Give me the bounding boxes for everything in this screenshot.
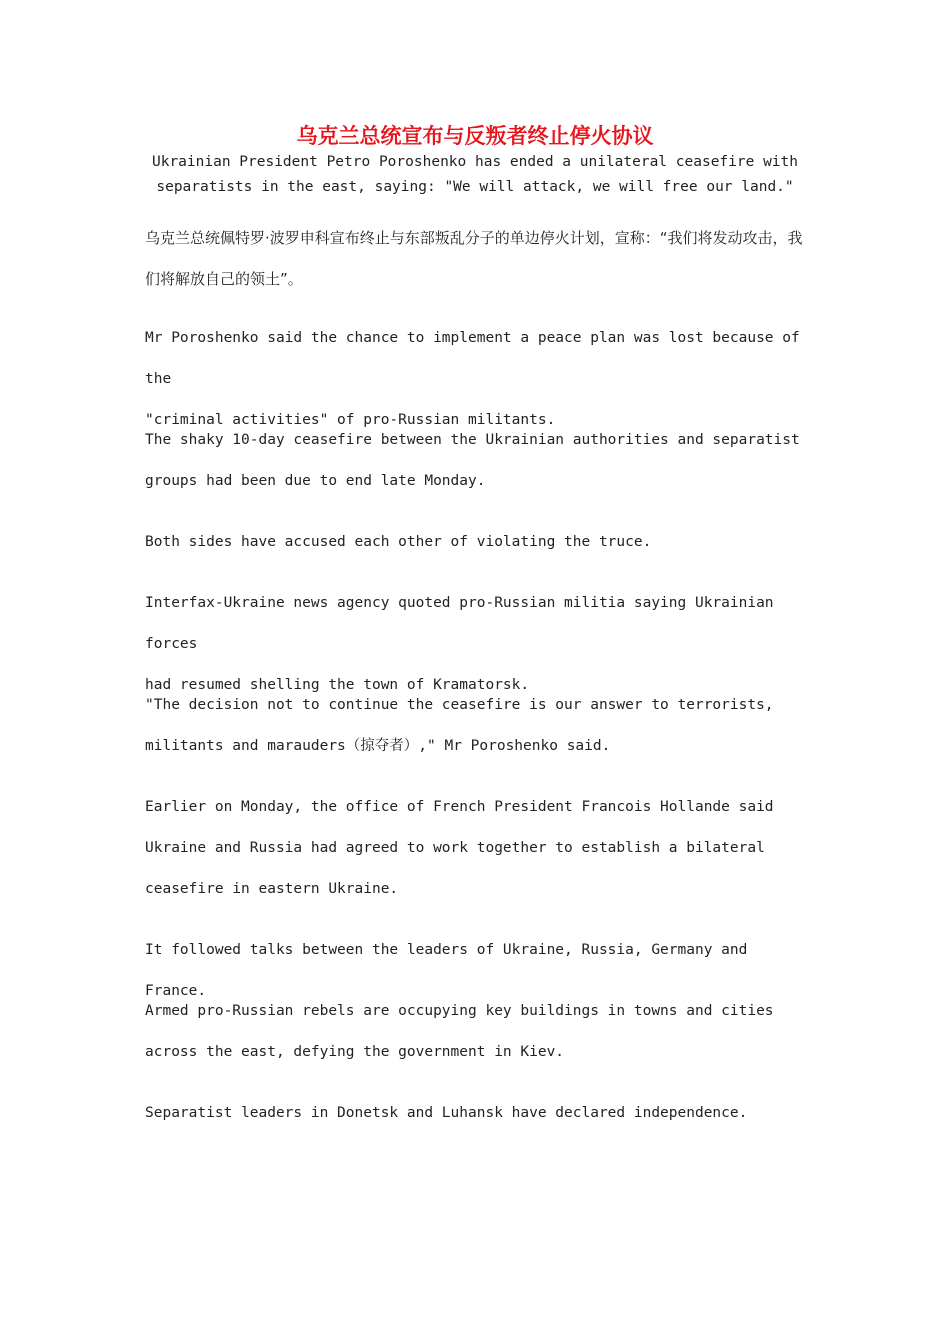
paragraph-3: Both sides have accused each other of violating the truce. bbox=[145, 534, 652, 550]
paragraph-4: Interfax-Ukraine news agency quoted pro-Russian militia saying Ukrainian forces had resumed shelling the town of Kramatorsk. bbox=[145, 595, 774, 693]
chinese-summary: 乌克兰总统佩特罗·波罗申科宣布终止与东部叛乱分子的单边停火计划，宣称：“我们将发动攻击，我们将解放自己的领土”。 bbox=[145, 229, 803, 288]
paragraph-6: Earlier on Monday, the office of French President Francois Hollande said Ukraine and Russia had agreed to work together to establish a bilateral ceasefire in eastern Ukraine. bbox=[145, 799, 774, 897]
paragraph-2: The shaky 10-day ceasefire between the Ukrainian authorities and separatist groups had been due to end late Monday. bbox=[145, 432, 800, 489]
paragraph-1: Mr Poroshenko said the chance to implement a peace plan was lost because of the "criminal activities" of pro-Russian militants. bbox=[145, 330, 800, 428]
document-title: 乌克兰总统宣布与反叛者终止停火协议 bbox=[296, 124, 654, 148]
document-subtitle: Ukrainian President Petro Poroshenko has ended a unilateral ceasefire with separatists in the east, saying: "We will attack, we will free our land." bbox=[151, 154, 798, 195]
paragraph-5: "The decision not to continue the ceasefire is our answer to terrorists, militants and marauders（掠夺者）," Mr Poroshenko said. bbox=[145, 697, 774, 754]
paragraph-9: Separatist leaders in Donetsk and Luhansk have declared independence. bbox=[145, 1105, 748, 1121]
paragraph-8: Armed pro-Russian rebels are occupying key buildings in towns and cities across the east, defying the government in Kiev. bbox=[145, 1003, 774, 1060]
paragraph-7: It followed talks between the leaders of Ukraine, Russia, Germany and France. bbox=[145, 942, 748, 999]
